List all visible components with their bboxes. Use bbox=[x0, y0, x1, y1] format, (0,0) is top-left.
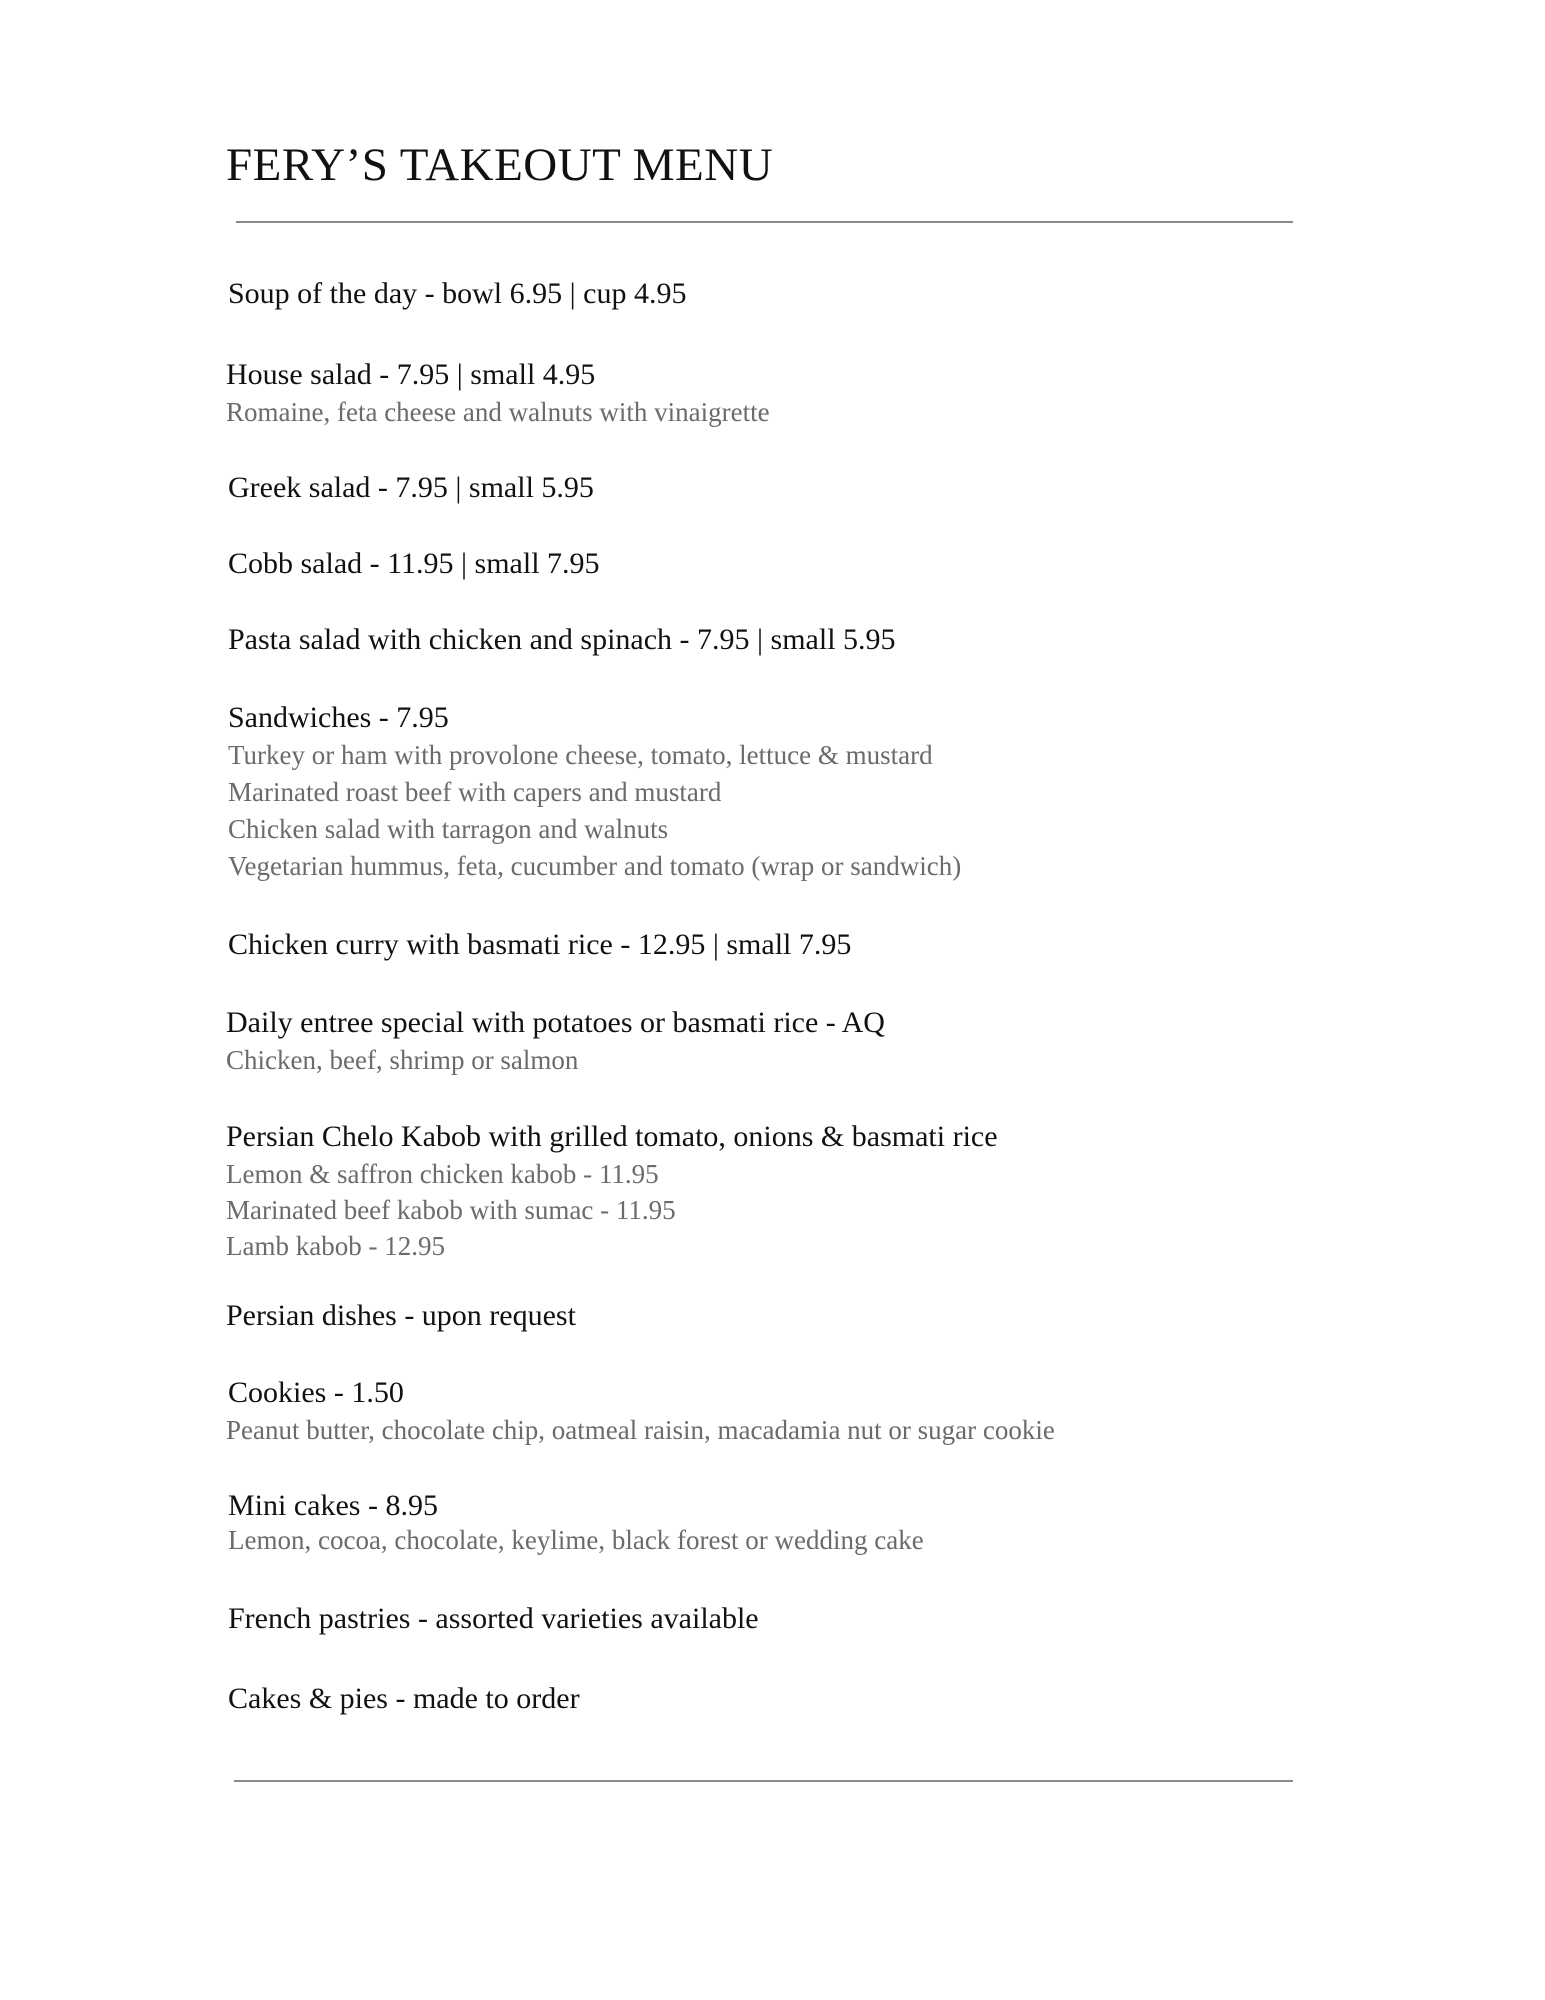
menu-item-description: Lamb kabob - 12.95 bbox=[226, 1231, 445, 1261]
menu-item-description: Marinated roast beef with capers and mustard bbox=[228, 777, 722, 807]
menu-item-description: Romaine, feta cheese and walnuts with vinaigrette bbox=[226, 397, 770, 427]
top-divider bbox=[236, 221, 1293, 223]
page-title: FERY’S TAKEOUT MENU bbox=[226, 139, 774, 191]
menu-item-title: Cobb salad - 11.95 | small 7.95 bbox=[228, 547, 600, 580]
menu-item-title: Mini cakes - 8.95 bbox=[228, 1489, 438, 1522]
menu-item-description: Turkey or ham with provolone cheese, tomato, lettuce & mustard bbox=[228, 740, 933, 770]
menu-item-description: Marinated beef kabob with sumac - 11.95 bbox=[226, 1195, 676, 1225]
menu-item-description: Lemon, cocoa, chocolate, keylime, black forest or wedding cake bbox=[228, 1525, 924, 1555]
menu-item-title: French pastries - assorted varieties available bbox=[228, 1602, 759, 1635]
menu-item-description: Vegetarian hummus, feta, cucumber and tomato (wrap or sandwich) bbox=[228, 851, 962, 881]
bottom-divider bbox=[234, 1780, 1293, 1782]
menu-item-title: Cakes & pies - made to order bbox=[228, 1682, 580, 1715]
menu-item-title: Persian Chelo Kabob with grilled tomato, onions & basmati rice bbox=[226, 1120, 998, 1153]
menu-item-title: Persian dishes - upon request bbox=[226, 1299, 576, 1332]
menu-item-description: Lemon & saffron chicken kabob - 11.95 bbox=[226, 1159, 659, 1189]
menu-item-title: Chicken curry with basmati rice - 12.95 | small 7.95 bbox=[228, 928, 852, 961]
menu-item-description: Peanut butter, chocolate chip, oatmeal raisin, macadamia nut or sugar cookie bbox=[226, 1415, 1055, 1445]
menu-item-title: Cookies - 1.50 bbox=[228, 1376, 404, 1409]
menu-item-title: Daily entree special with potatoes or basmati rice - AQ bbox=[226, 1006, 885, 1039]
menu-item-description: Chicken salad with tarragon and walnuts bbox=[228, 814, 669, 844]
menu-item-title: Sandwiches - 7.95 bbox=[228, 701, 449, 734]
menu-item-title: House salad - 7.95 | small 4.95 bbox=[226, 358, 596, 391]
menu-item-title: Pasta salad with chicken and spinach - 7.95 | small 5.95 bbox=[228, 623, 896, 656]
menu-item-title: Greek salad - 7.95 | small 5.95 bbox=[228, 471, 594, 504]
menu-item-description: Chicken, beef, shrimp or salmon bbox=[226, 1045, 579, 1075]
menu-item-title: Soup of the day - bowl 6.95 | cup 4.95 bbox=[228, 277, 687, 310]
